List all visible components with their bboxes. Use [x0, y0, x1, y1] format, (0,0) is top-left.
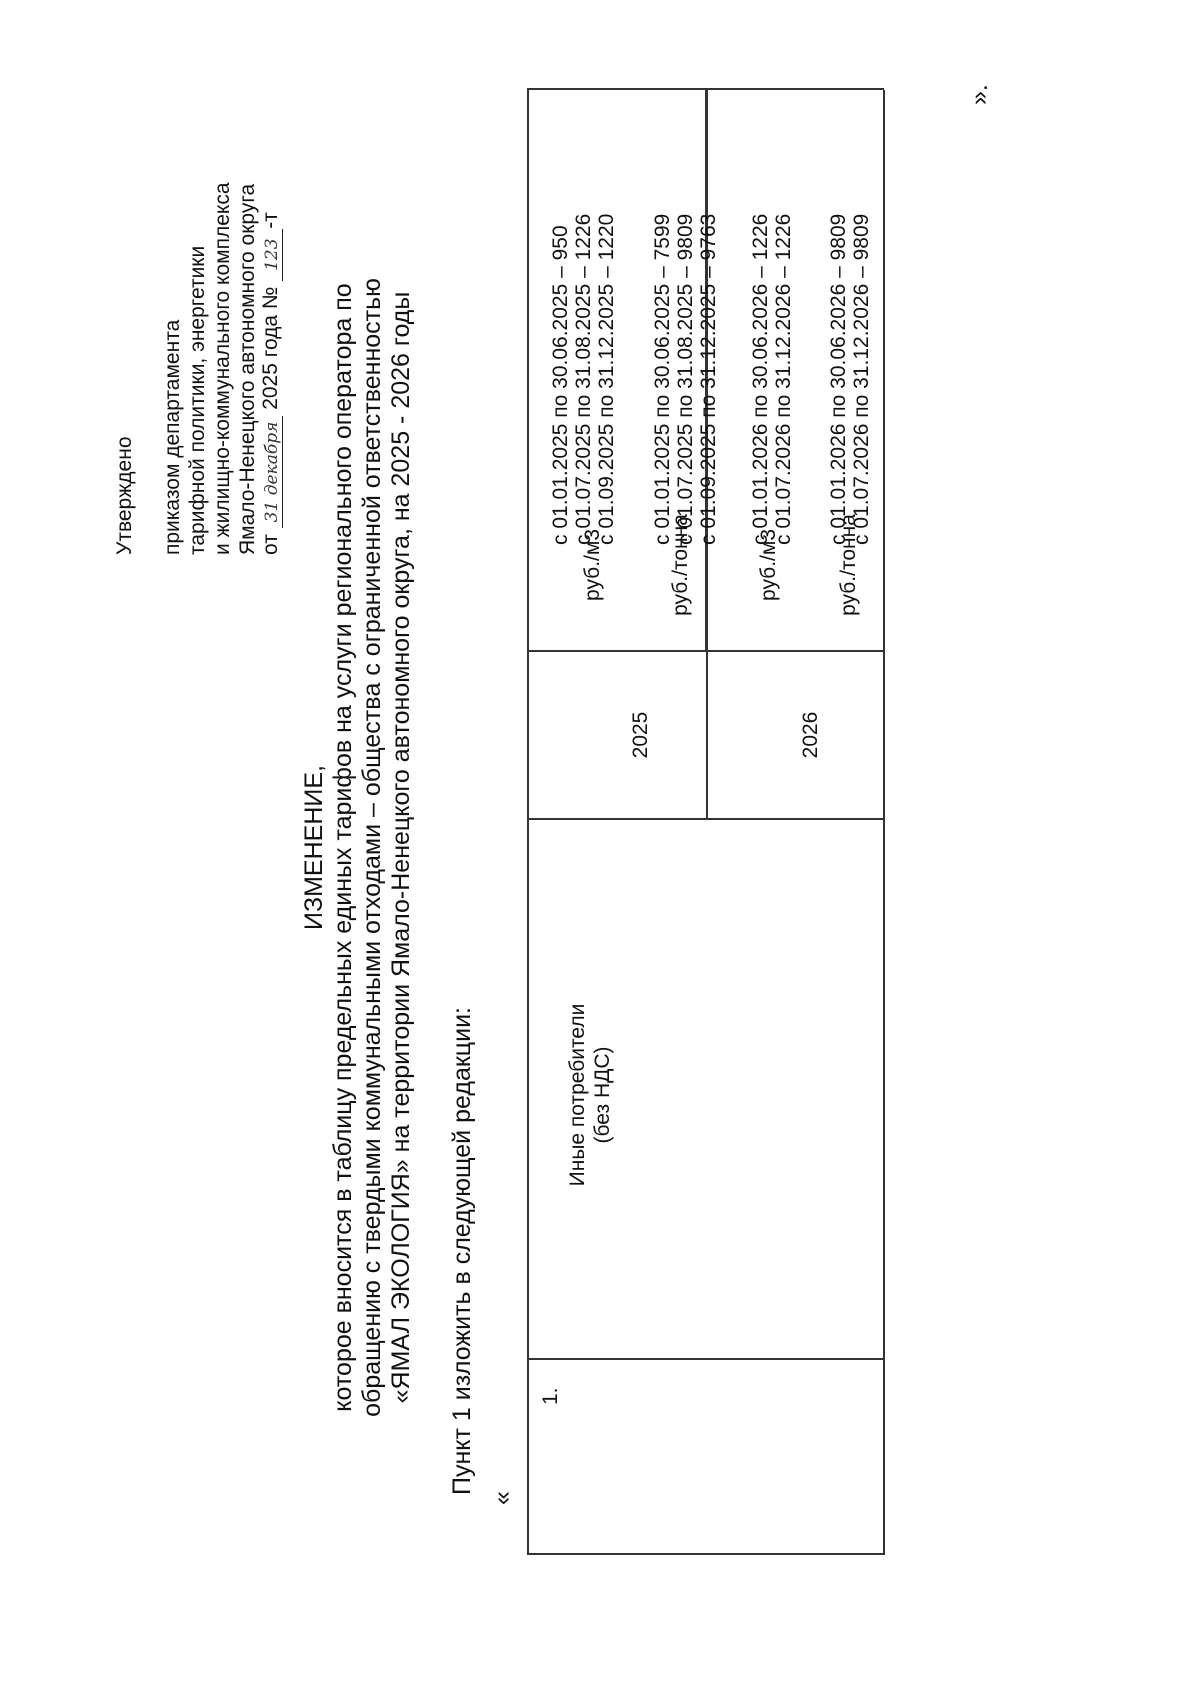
date-handwritten: 31 декабря — [262, 421, 282, 523]
period-2025-m3-1: с 01.01.2025 по 30.06.2025 – 950 — [549, 225, 572, 545]
number-handwritten: 123 — [262, 238, 282, 271]
approval-title: Утверждено — [113, 436, 136, 555]
period-2025-m3-3: с 01.09.2025 по 31.12.2025 – 1220 — [595, 213, 618, 545]
period-2025-m3-2: с 01.07.2025 по 31.08.2025 – 1226 — [572, 213, 595, 545]
year-2025: 2025 — [629, 711, 652, 759]
date-prefix: от — [259, 534, 282, 555]
consumer-line-2: (без НДС) — [591, 1046, 614, 1144]
approval-line-2: тарифной политики, энергетики — [186, 245, 209, 555]
table-border-top — [527, 90, 529, 1555]
col-divider-number — [527, 1359, 884, 1361]
close-quote: ». — [965, 84, 993, 105]
period-2026-m3-2: с 01.07.2026 по 31.12.2026 – 1226 — [772, 213, 795, 545]
open-quote: « — [488, 1491, 516, 1505]
approval-line-4: Ямало-Ненецкого автономного округа — [236, 183, 259, 555]
period-2025-tonna-3: с 01.09.2025 по 31.12.2025 – 9763 — [697, 213, 720, 545]
unit-2025-m3: руб./м3 — [581, 529, 604, 601]
table-border-bottom — [883, 90, 885, 1555]
number-field — [261, 229, 283, 281]
heading-line-3: «ЯМАЛ ЭКОЛОГИЯ» на территории Ямало-Ненецкого автономного округа, на 2025 - 2026 годы — [387, 291, 415, 1404]
number-suffix: -т — [259, 212, 282, 229]
heading-line-1: которое вносится в таблицу предельных единых тарифов на услуги регионального оператора по — [329, 283, 357, 1412]
instruction-text: Пункт 1 изложить в следующей редакции: — [448, 1007, 476, 1495]
row-number: 1. — [539, 1387, 562, 1405]
unit-2026-tonna: руб./тонна — [837, 514, 860, 616]
unit-2026-m3: руб./м3 — [757, 529, 780, 601]
period-2026-tonna-1: с 01.01.2026 по 30.06.2026 – 9809 — [827, 213, 850, 545]
approval-line-1: приказом департамента — [161, 319, 184, 555]
period-2026-tonna-2: с 01.07.2026 по 31.12.2026 – 9809 — [850, 213, 873, 545]
approval-line-3: и жилищно-коммунального комплекса — [211, 182, 234, 555]
consumer-line-1: Иные потребители — [566, 1003, 589, 1187]
year-text: 2025 года № — [259, 286, 282, 410]
approval-date-line — [258, 212, 283, 555]
period-2025-tonna-1: с 01.01.2025 по 30.06.2025 – 7599 — [651, 213, 674, 545]
document-title: ИЗМЕНЕНИЕ, — [300, 765, 328, 930]
period-2026-m3-1: с 01.01.2026 по 30.06.2026 – 1226 — [749, 213, 772, 545]
year-2026: 2026 — [799, 711, 822, 759]
date-field — [261, 416, 283, 529]
heading-line-2: обращению с твердыми коммунальными отходами – обществa с ограниченной ответственностью — [358, 278, 386, 1417]
unit-2025-tonna: руб./тонна — [669, 514, 692, 616]
period-2025-tonna-2: с 01.07.2025 по 31.08.2025 – 9809 — [674, 213, 697, 545]
table-border-left — [527, 1554, 884, 1556]
